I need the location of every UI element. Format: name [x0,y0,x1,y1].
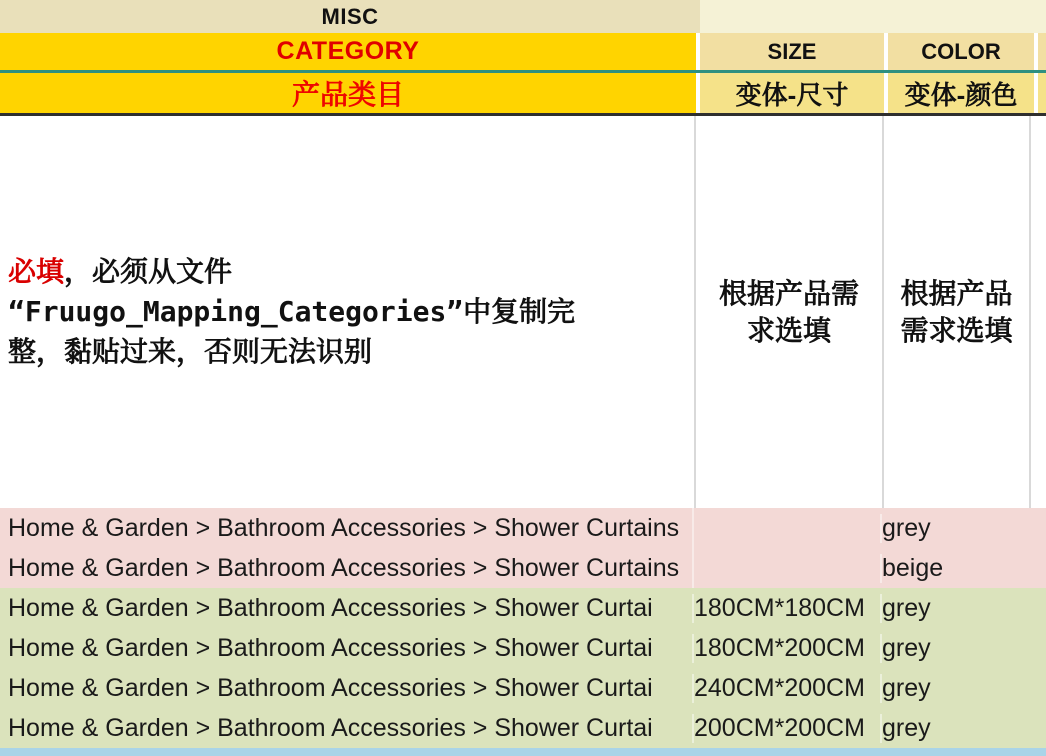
category-instruction-text [0,252,575,372]
instruction-line-2: “Fruugo_Mapping_Categories”中复制完 [8,295,576,328]
color-cn-header-label: 变体-颜色 [904,79,1018,110]
required-label: 必填 [8,255,65,288]
instruction-row [0,116,1046,508]
edge-column-sliver [1038,73,1046,113]
color-cell[interactable]: grey [880,514,1046,543]
size-cn-header-label: 变体-尺寸 [735,79,849,110]
color-cell[interactable]: grey [880,714,1046,743]
mapping-filename: Fruugo_Mapping_Categories [24,295,447,328]
misc-header-empty-cell[interactable] [700,0,1046,33]
color-instruction-text: 根据产品 需求选填 [900,278,1013,346]
size-cell[interactable]: 240CM*200CM [692,674,880,703]
size-cell[interactable] [692,548,880,588]
category-cell[interactable]: Home & Garden > Bathroom Accessories > Shower Curtai [8,593,653,622]
size-instruction-cell[interactable] [696,116,882,508]
edge-column-sliver [1038,33,1046,70]
misc-header-label: MISC [321,3,379,29]
header-row-misc [0,0,1046,33]
category-cell[interactable]: Home & Garden > Bathroom Accessories > Shower Curtai [8,633,653,662]
size-cell[interactable]: 200CM*200CM [692,714,880,743]
misc-header-cell[interactable] [0,0,700,33]
size-cell[interactable] [692,508,880,548]
size-header-cell[interactable] [700,33,884,70]
table-row [0,628,1046,668]
size-instruction-text: 根据产品需 求选填 [718,278,859,346]
category-cn-header-label: 产品类目 [291,79,404,110]
color-cn-header-cell[interactable] [888,73,1034,113]
header-row-english [0,33,1046,70]
color-instruction-cell[interactable] [884,116,1029,508]
category-cn-header-cell[interactable] [0,73,696,113]
instruction-line-3: 整，黏贴过来，否则无法识别 [8,335,373,368]
category-cell[interactable]: Home & Garden > Bathroom Accessories > Shower Curtains [8,513,680,542]
table-row [0,708,1046,748]
table-row [0,588,1046,628]
edge-column-sliver [1031,116,1046,508]
size-cell[interactable]: 180CM*200CM [692,634,880,663]
size-cn-header-cell[interactable] [700,73,884,113]
category-cell[interactable]: Home & Garden > Bathroom Accessories > Shower Curtai [8,673,653,702]
header-row-chinese [0,73,1046,113]
color-cell[interactable]: grey [880,594,1046,623]
size-cell[interactable]: 180CM*180CM [692,594,880,623]
color-header-cell[interactable] [888,33,1034,70]
size-header-label: SIZE [767,38,817,64]
color-cell[interactable]: grey [880,674,1046,703]
color-header-label: COLOR [921,38,1001,64]
table-row [0,548,1046,588]
color-cell[interactable]: beige [880,554,1046,583]
category-instruction-cell[interactable] [0,116,694,508]
table-row [0,668,1046,708]
category-header-cell[interactable] [0,33,696,70]
instruction-line-1: 必填，必须从文件 [8,255,233,288]
category-cell[interactable]: Home & Garden > Bathroom Accessories > Shower Curtains [8,553,680,582]
category-header-label: CATEGORY [276,37,420,65]
color-cell[interactable]: grey [880,634,1046,663]
table-row [0,508,1046,548]
next-row-blue-strip [0,748,1046,756]
category-cell[interactable]: Home & Garden > Bathroom Accessories > Shower Curtai [8,713,653,742]
